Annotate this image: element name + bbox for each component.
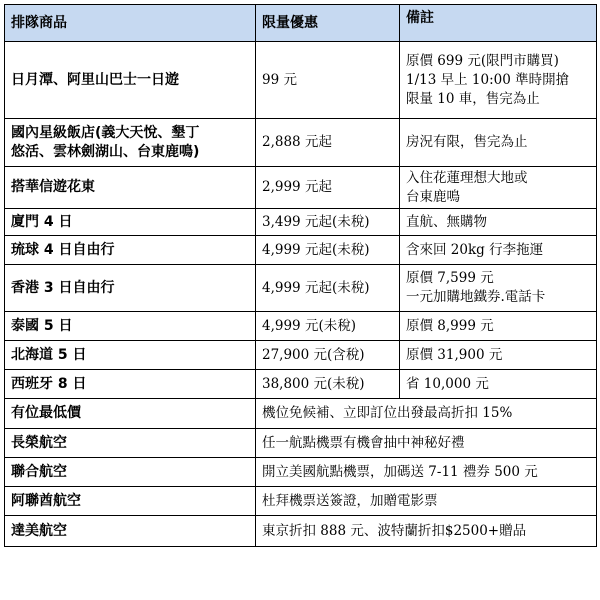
item-text: 搭華信遊花東 [11,179,95,195]
table-row [5,209,597,236]
item-cell: 聯合航空 [5,458,256,487]
table-row [5,42,597,119]
table-row [5,167,597,209]
note-line: 原價 31,900 元 [406,346,503,363]
item-cell [5,119,256,167]
table-row [5,487,597,516]
wide-note-cell: 開立美國航點機票，加碼送 7-11 禮券 500 元 [256,458,597,487]
promotion-table [4,4,597,547]
price-cell: 27,900 元(含稅) [256,341,400,370]
note-cell [400,209,597,236]
note-line: 原價 699 元(限門市購買) [406,52,559,69]
note-line: 原價 8,999 元 [406,317,494,334]
header-item: 排隊商品 [5,5,256,42]
item-cell [5,42,256,119]
item-cell [5,312,256,341]
item-cell: 阿聯酋航空 [5,487,256,516]
note-cell [400,265,597,312]
table-row [5,236,597,265]
price-cell: 4,999 元(未稅) [256,312,400,341]
note-line: 房況有限，售完為止 [406,134,528,150]
note-cell [400,341,597,370]
wide-note-cell: 機位免候補、立即訂位出發最高折扣 15% [256,399,597,429]
wide-note-cell: 東京折扣 888 元、波特蘭折扣$2500+贈品 [256,516,597,547]
item-cell: 達美航空 [5,516,256,547]
item-text: 香港 3 日自由行 [11,279,115,296]
price-cell: 99 元 [256,42,400,119]
table-row [5,429,597,458]
note-cell [400,167,597,209]
item-cell [5,370,256,399]
item-text: 泰國 5 日 [11,317,73,334]
item-text: 悠活、雲林劍湖山、台東鹿鳴) [11,143,200,160]
header-price: 限量優惠 [256,5,400,42]
note-line: 限量 10 車，售完為止 [406,90,540,107]
item-cell [5,265,256,312]
note-cell [400,236,597,265]
price-cell: 4,999 元起(未稅) [256,265,400,312]
item-text: 北海道 5 日 [11,346,87,363]
price-cell: 2,999 元起 [256,167,400,209]
table-row [5,458,597,487]
header-note: 備註 [400,5,597,42]
item-cell [5,209,256,236]
note-cell [400,42,597,119]
price-cell: 4,999 元起(未稅) [256,236,400,265]
note-cell [400,370,597,399]
wide-note-cell: 杜拜機票送簽證，加贈電影票 [256,487,597,516]
item-cell [5,236,256,265]
price-cell: 2,888 元起 [256,119,400,167]
table-row [5,399,597,429]
table-row [5,370,597,399]
note-line: 原價 7,599 元 [406,270,494,286]
price-cell: 3,499 元起(未稅) [256,209,400,236]
note-line: 台東鹿鳴 [406,188,460,205]
item-text: 西班牙 8 日 [11,375,87,392]
item-text: 廈門 4 日 [11,213,73,230]
note-cell [400,119,597,167]
table-row [5,265,597,312]
note-line: 1/13 早上 10:00 準時開搶 [406,71,570,88]
item-text: 琉球 4 日自由行 [11,241,115,258]
note-cell [400,312,597,341]
table-row [5,516,597,547]
table-header-row [5,5,597,42]
item-cell [5,167,256,209]
note-line: 一元加購地鐵券.電話卡 [406,289,546,305]
item-text: 國內星級飯店(義大天悅、墾丁 [11,124,200,141]
price-cell: 38,800 元(未稅) [256,370,400,399]
table-row [5,341,597,370]
table-row [5,119,597,167]
note-line: 省 10,000 元 [406,375,489,392]
item-cell [5,341,256,370]
item-text: 日月潭、阿里山巴士一日遊 [11,71,179,88]
wide-note-cell: 任一航點機票有機會抽中神秘好禮 [256,429,597,458]
table-row [5,312,597,341]
note-line: 直航、無購物 [406,213,487,230]
note-line: 入住花蓮理想大地或 [406,169,528,186]
item-cell: 長榮航空 [5,429,256,458]
item-cell: 有位最低價 [5,399,256,429]
note-line: 含來回 20kg 行李拖運 [406,241,544,258]
